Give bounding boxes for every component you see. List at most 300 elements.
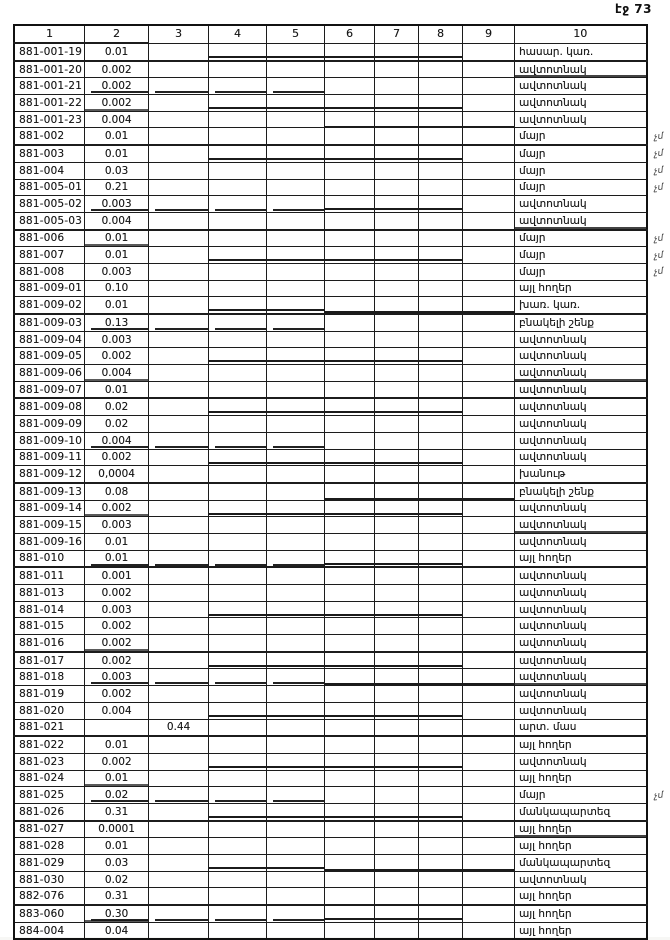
- cell-empty: [325, 381, 375, 398]
- cell-empty: [419, 635, 463, 652]
- margin-note-cell: [647, 821, 667, 838]
- cell-land-use: ավտոտնակ: [515, 78, 647, 95]
- cell-empty: [375, 601, 419, 618]
- cell-empty: [419, 179, 463, 196]
- cell-empty: [463, 331, 515, 348]
- page-number: էջ 73: [614, 2, 652, 16]
- cell-empty: [463, 669, 515, 686]
- cell-empty: [325, 618, 375, 635]
- cell-empty: [267, 297, 325, 314]
- handwritten-margin-note: չմ: [653, 250, 664, 262]
- cell-empty: [463, 585, 515, 602]
- cell-col3-value: [149, 196, 209, 213]
- margin-note-cell: [647, 179, 667, 196]
- cell-empty: [325, 719, 375, 736]
- cell-empty: [325, 78, 375, 95]
- cell-empty: [419, 652, 463, 669]
- cell-land-use: այլ հողեր: [515, 905, 647, 922]
- cell-empty: [375, 635, 419, 652]
- table-row: [14, 500, 667, 517]
- cell-empty: [209, 381, 267, 398]
- table-row: [14, 838, 667, 855]
- cell-col3-value: [149, 533, 209, 550]
- cell-parcel-id: 881-019: [14, 686, 85, 703]
- table-row: [14, 348, 667, 365]
- cell-empty: [209, 61, 267, 78]
- margin-note-cell: [647, 297, 667, 314]
- cell-empty: [375, 43, 419, 61]
- margin-header-spacer: [647, 25, 667, 43]
- cell-empty: [419, 803, 463, 820]
- cell-area-value: 0.002: [85, 500, 149, 517]
- cell-empty: [463, 365, 515, 382]
- cell-empty: [209, 398, 267, 415]
- cell-empty: [209, 145, 267, 162]
- cell-empty: [463, 905, 515, 922]
- cell-empty: [267, 398, 325, 415]
- cell-area-value: 0.01: [85, 770, 149, 787]
- cell-land-use: մայր: [515, 247, 647, 264]
- cell-col3-value: [149, 686, 209, 703]
- margin-note-cell: [647, 280, 667, 297]
- cell-empty: [267, 601, 325, 618]
- margin-note-cell: [647, 787, 667, 804]
- margin-note-cell: [647, 61, 667, 78]
- cell-area-value: 0.004: [85, 212, 149, 229]
- cell-empty: [419, 263, 463, 280]
- cell-empty: [375, 905, 419, 922]
- column-header-9: 9: [463, 25, 515, 43]
- cell-parcel-id: 881-023: [14, 753, 85, 770]
- cell-col3-value: [149, 888, 209, 905]
- margin-note-cell: [647, 719, 667, 736]
- margin-note-cell: [647, 128, 667, 145]
- cell-empty: [463, 483, 515, 500]
- cell-land-use: ավտոտնակ: [515, 331, 647, 348]
- margin-note-cell: [647, 770, 667, 787]
- cell-col3-value: [149, 128, 209, 145]
- cell-col3-value: [149, 821, 209, 838]
- cell-area-value: 0.0001: [85, 821, 149, 838]
- cell-land-use: մայր: [515, 230, 647, 247]
- margin-note-cell: [647, 145, 667, 162]
- cell-col3-value: [149, 212, 209, 229]
- cell-empty: [419, 821, 463, 838]
- cell-parcel-id: 881-005-02: [14, 196, 85, 213]
- column-header-2: 2: [85, 25, 149, 43]
- cell-empty: [209, 111, 267, 128]
- cell-land-use: մայր: [515, 145, 647, 162]
- cell-empty: [325, 601, 375, 618]
- cell-empty: [419, 297, 463, 314]
- cell-empty: [419, 449, 463, 466]
- table-row: [14, 111, 667, 128]
- cell-area-value: 0.02: [85, 398, 149, 415]
- cell-parcel-id: 881-008: [14, 263, 85, 280]
- cell-parcel-id: 881-020: [14, 702, 85, 719]
- cell-empty: [267, 263, 325, 280]
- cell-land-use: այլ հողեր: [515, 550, 647, 567]
- cell-empty: [325, 263, 375, 280]
- cell-col3-value: [149, 635, 209, 652]
- cell-empty: [267, 787, 325, 804]
- cell-land-use: ավտոտնակ: [515, 365, 647, 382]
- cell-parcel-id: 881-013: [14, 585, 85, 602]
- cell-area-value: 0.003: [85, 263, 149, 280]
- cell-empty: [209, 196, 267, 213]
- cell-area-value: 0.003: [85, 669, 149, 686]
- column-header-4: 4: [209, 25, 267, 43]
- cell-col3-value: 0.44: [149, 719, 209, 736]
- cell-empty: [325, 905, 375, 922]
- cell-empty: [325, 567, 375, 584]
- cell-empty: [375, 196, 419, 213]
- cell-empty: [267, 43, 325, 61]
- margin-note-cell: [647, 111, 667, 128]
- cell-parcel-id: 881-009-16: [14, 533, 85, 550]
- cell-parcel-id: 881-005-03: [14, 212, 85, 229]
- cell-parcel-id: 883-060: [14, 905, 85, 922]
- cell-land-use: ավտոտնակ: [515, 111, 647, 128]
- cell-empty: [325, 196, 375, 213]
- cell-empty: [209, 702, 267, 719]
- cell-col3-value: [149, 280, 209, 297]
- margin-note-cell: [647, 533, 667, 550]
- table-row: [14, 702, 667, 719]
- margin-note-cell: [647, 635, 667, 652]
- table-row: [14, 652, 667, 669]
- margin-note-cell: [647, 381, 667, 398]
- table-row: [14, 314, 667, 331]
- margin-note-cell: [647, 669, 667, 686]
- cell-empty: [325, 280, 375, 297]
- handwritten-margin-note: չմ: [653, 233, 664, 245]
- cell-parcel-id: 881-021: [14, 719, 85, 736]
- cell-land-use: մայր: [515, 787, 647, 804]
- cell-empty: [375, 398, 419, 415]
- margin-note-cell: [647, 230, 667, 247]
- cell-empty: [209, 230, 267, 247]
- cell-land-use: մայր: [515, 128, 647, 145]
- cell-empty: [209, 686, 267, 703]
- table-row: [14, 770, 667, 787]
- cell-parcel-id: 881-009-11: [14, 449, 85, 466]
- cell-empty: [375, 500, 419, 517]
- cell-land-use: ավտոտնակ: [515, 635, 647, 652]
- cell-empty: [209, 314, 267, 331]
- cell-empty: [209, 787, 267, 804]
- cell-empty: [267, 95, 325, 112]
- cell-area-value: 0.30: [85, 905, 149, 922]
- cell-empty: [419, 43, 463, 61]
- cell-empty: [375, 669, 419, 686]
- cell-area-value: 0.004: [85, 432, 149, 449]
- cell-empty: [419, 550, 463, 567]
- cell-empty: [267, 753, 325, 770]
- table-row: [14, 803, 667, 820]
- cell-empty: [463, 196, 515, 213]
- cell-land-use: ավտոտնակ: [515, 618, 647, 635]
- cell-col3-value: [149, 652, 209, 669]
- cell-parcel-id: 881-009-05: [14, 348, 85, 365]
- cell-empty: [267, 280, 325, 297]
- table-row: [14, 871, 667, 888]
- cell-parcel-id: 881-009-02: [14, 297, 85, 314]
- cell-land-use: արտ. մաս: [515, 719, 647, 736]
- cell-empty: [419, 247, 463, 264]
- cell-empty: [325, 95, 375, 112]
- cell-empty: [463, 78, 515, 95]
- cell-empty: [209, 669, 267, 686]
- cell-land-use: բնակելի շենք: [515, 483, 647, 500]
- column-header-6: 6: [325, 25, 375, 43]
- table-row: [14, 905, 667, 922]
- cell-empty: [419, 212, 463, 229]
- cell-empty: [419, 517, 463, 534]
- cell-empty: [463, 449, 515, 466]
- cell-empty: [267, 500, 325, 517]
- cell-empty: [209, 803, 267, 820]
- cell-empty: [463, 280, 515, 297]
- cell-parcel-id: 881-025: [14, 787, 85, 804]
- margin-note-cell: [647, 365, 667, 382]
- cell-empty: [267, 855, 325, 872]
- cell-area-value: 0.01: [85, 736, 149, 753]
- cell-empty: [375, 855, 419, 872]
- cell-empty: [267, 736, 325, 753]
- cell-empty: [419, 736, 463, 753]
- table-row: [14, 736, 667, 753]
- cell-parcel-id: 881-002: [14, 128, 85, 145]
- cell-land-use: հասար. կառ.: [515, 43, 647, 61]
- cell-area-value: 0.004: [85, 111, 149, 128]
- cell-empty: [267, 871, 325, 888]
- cell-land-use: ավտոտնակ: [515, 533, 647, 550]
- cell-empty: [375, 550, 419, 567]
- cell-empty: [209, 770, 267, 787]
- cell-empty: [375, 821, 419, 838]
- cell-empty: [267, 212, 325, 229]
- margin-note-cell: [647, 550, 667, 567]
- cell-area-value: 0.03: [85, 855, 149, 872]
- table-row: [14, 567, 667, 584]
- cell-land-use: ավտոտնակ: [515, 686, 647, 703]
- cell-empty: [419, 601, 463, 618]
- cell-parcel-id: 881-009-03: [14, 314, 85, 331]
- cell-empty: [463, 263, 515, 280]
- cell-empty: [375, 652, 419, 669]
- margin-note-cell: [647, 331, 667, 348]
- cell-area-value: 0.02: [85, 787, 149, 804]
- cell-empty: [419, 128, 463, 145]
- cell-empty: [267, 702, 325, 719]
- cell-empty: [419, 348, 463, 365]
- cell-empty: [375, 686, 419, 703]
- margin-note-cell: [647, 348, 667, 365]
- cell-land-use: մայր: [515, 162, 647, 179]
- cell-empty: [463, 179, 515, 196]
- cell-parcel-id: 881-014: [14, 601, 85, 618]
- cell-empty: [267, 331, 325, 348]
- table-row: [14, 618, 667, 635]
- cell-empty: [375, 128, 419, 145]
- margin-note-cell: [647, 78, 667, 95]
- cell-area-value: 0.01: [85, 297, 149, 314]
- cell-empty: [325, 855, 375, 872]
- cell-empty: [209, 263, 267, 280]
- cell-land-use: ավտոտնակ: [515, 517, 647, 534]
- margin-note-cell: [647, 618, 667, 635]
- cell-area-value: 0.01: [85, 838, 149, 855]
- cell-col3-value: [149, 567, 209, 584]
- cell-parcel-id: 881-009-01: [14, 280, 85, 297]
- cell-empty: [463, 533, 515, 550]
- cell-empty: [375, 803, 419, 820]
- table-row: [14, 230, 667, 247]
- cell-parcel-id: 881-001-22: [14, 95, 85, 112]
- margin-note-cell: [647, 517, 667, 534]
- table-row: [14, 365, 667, 382]
- cell-parcel-id: 881-001-20: [14, 61, 85, 78]
- cell-empty: [419, 162, 463, 179]
- cell-land-use: ավտոտնակ: [515, 61, 647, 78]
- cell-empty: [375, 871, 419, 888]
- cell-empty: [463, 686, 515, 703]
- cell-col3-value: [149, 111, 209, 128]
- cell-parcel-id: 881-006: [14, 230, 85, 247]
- cell-empty: [419, 145, 463, 162]
- cell-empty: [463, 348, 515, 365]
- table-row: [14, 331, 667, 348]
- cell-empty: [325, 483, 375, 500]
- cell-area-value: 0.003: [85, 196, 149, 213]
- cell-empty: [209, 483, 267, 500]
- cell-col3-value: [149, 43, 209, 61]
- cell-empty: [325, 533, 375, 550]
- cell-parcel-id: 881-009-14: [14, 500, 85, 517]
- handwritten-margin-note: չմ: [653, 266, 664, 278]
- cell-empty: [419, 365, 463, 382]
- margin-note-cell: [647, 483, 667, 500]
- cell-land-use: ավտոտնակ: [515, 702, 647, 719]
- cell-empty: [209, 736, 267, 753]
- cell-empty: [419, 770, 463, 787]
- cell-empty: [209, 719, 267, 736]
- cell-empty: [375, 280, 419, 297]
- cell-area-value: 0.003: [85, 331, 149, 348]
- cell-empty: [325, 838, 375, 855]
- table-row: [14, 432, 667, 449]
- table-row: [14, 483, 667, 500]
- table-row: [14, 753, 667, 770]
- cell-empty: [325, 230, 375, 247]
- cell-empty: [325, 297, 375, 314]
- cell-empty: [463, 297, 515, 314]
- cell-col3-value: [149, 416, 209, 433]
- cell-area-value: 0.08: [85, 483, 149, 500]
- cell-parcel-id: 881-018: [14, 669, 85, 686]
- cell-parcel-id: 881-009-08: [14, 398, 85, 415]
- cell-empty: [375, 753, 419, 770]
- cell-empty: [209, 212, 267, 229]
- cell-empty: [419, 888, 463, 905]
- cell-empty: [375, 449, 419, 466]
- table-row: [14, 449, 667, 466]
- cell-empty: [463, 212, 515, 229]
- cell-empty: [463, 702, 515, 719]
- cell-empty: [325, 466, 375, 483]
- cell-land-use: ավտոտնակ: [515, 753, 647, 770]
- cell-land-use: ավտոտնակ: [515, 398, 647, 415]
- margin-note-cell: [647, 736, 667, 753]
- cell-empty: [267, 905, 325, 922]
- cell-empty: [209, 500, 267, 517]
- cell-empty: [463, 416, 515, 433]
- cell-area-value: 0.002: [85, 449, 149, 466]
- cell-empty: [463, 652, 515, 669]
- cell-empty: [375, 348, 419, 365]
- cell-empty: [375, 719, 419, 736]
- cell-col3-value: [149, 365, 209, 382]
- margin-note-cell: [647, 803, 667, 820]
- cell-empty: [375, 78, 419, 95]
- cell-empty: [267, 618, 325, 635]
- cell-empty: [267, 381, 325, 398]
- cell-empty: [463, 230, 515, 247]
- cell-empty: [209, 635, 267, 652]
- cell-empty: [267, 247, 325, 264]
- cell-empty: [209, 179, 267, 196]
- cell-empty: [375, 365, 419, 382]
- cell-empty: [325, 128, 375, 145]
- cell-empty: [325, 365, 375, 382]
- cell-area-value: 0.002: [85, 78, 149, 95]
- cell-col3-value: [149, 466, 209, 483]
- cell-land-use: ավտոտնակ: [515, 871, 647, 888]
- cell-land-use: այլ հողեր: [515, 821, 647, 838]
- cell-empty: [463, 770, 515, 787]
- cell-area-value: 0.31: [85, 803, 149, 820]
- cell-col3-value: [149, 297, 209, 314]
- cell-empty: [419, 500, 463, 517]
- cell-parcel-id: 881-007: [14, 247, 85, 264]
- cell-empty: [375, 95, 419, 112]
- cell-empty: [375, 314, 419, 331]
- cell-empty: [267, 585, 325, 602]
- cell-empty: [267, 61, 325, 78]
- cell-empty: [325, 635, 375, 652]
- cell-empty: [325, 803, 375, 820]
- table-row: [14, 297, 667, 314]
- cell-empty: [463, 381, 515, 398]
- cell-land-use: ավտոտնակ: [515, 348, 647, 365]
- cell-empty: [209, 348, 267, 365]
- cell-parcel-id: 881-009-10: [14, 432, 85, 449]
- cell-area-value: 0.01: [85, 533, 149, 550]
- cell-empty: [325, 247, 375, 264]
- margin-note-cell: [647, 416, 667, 433]
- cell-empty: [463, 500, 515, 517]
- cell-parcel-id: 881-022: [14, 736, 85, 753]
- cell-empty: [419, 95, 463, 112]
- cell-parcel-id: 881-028: [14, 838, 85, 855]
- cell-empty: [209, 652, 267, 669]
- handwritten-margin-note: չմ: [653, 182, 664, 194]
- cell-land-use: ավտոտնակ: [515, 567, 647, 584]
- cell-land-use: ավտոտնակ: [515, 196, 647, 213]
- table-row: [14, 466, 667, 483]
- cell-land-use: խանութ: [515, 466, 647, 483]
